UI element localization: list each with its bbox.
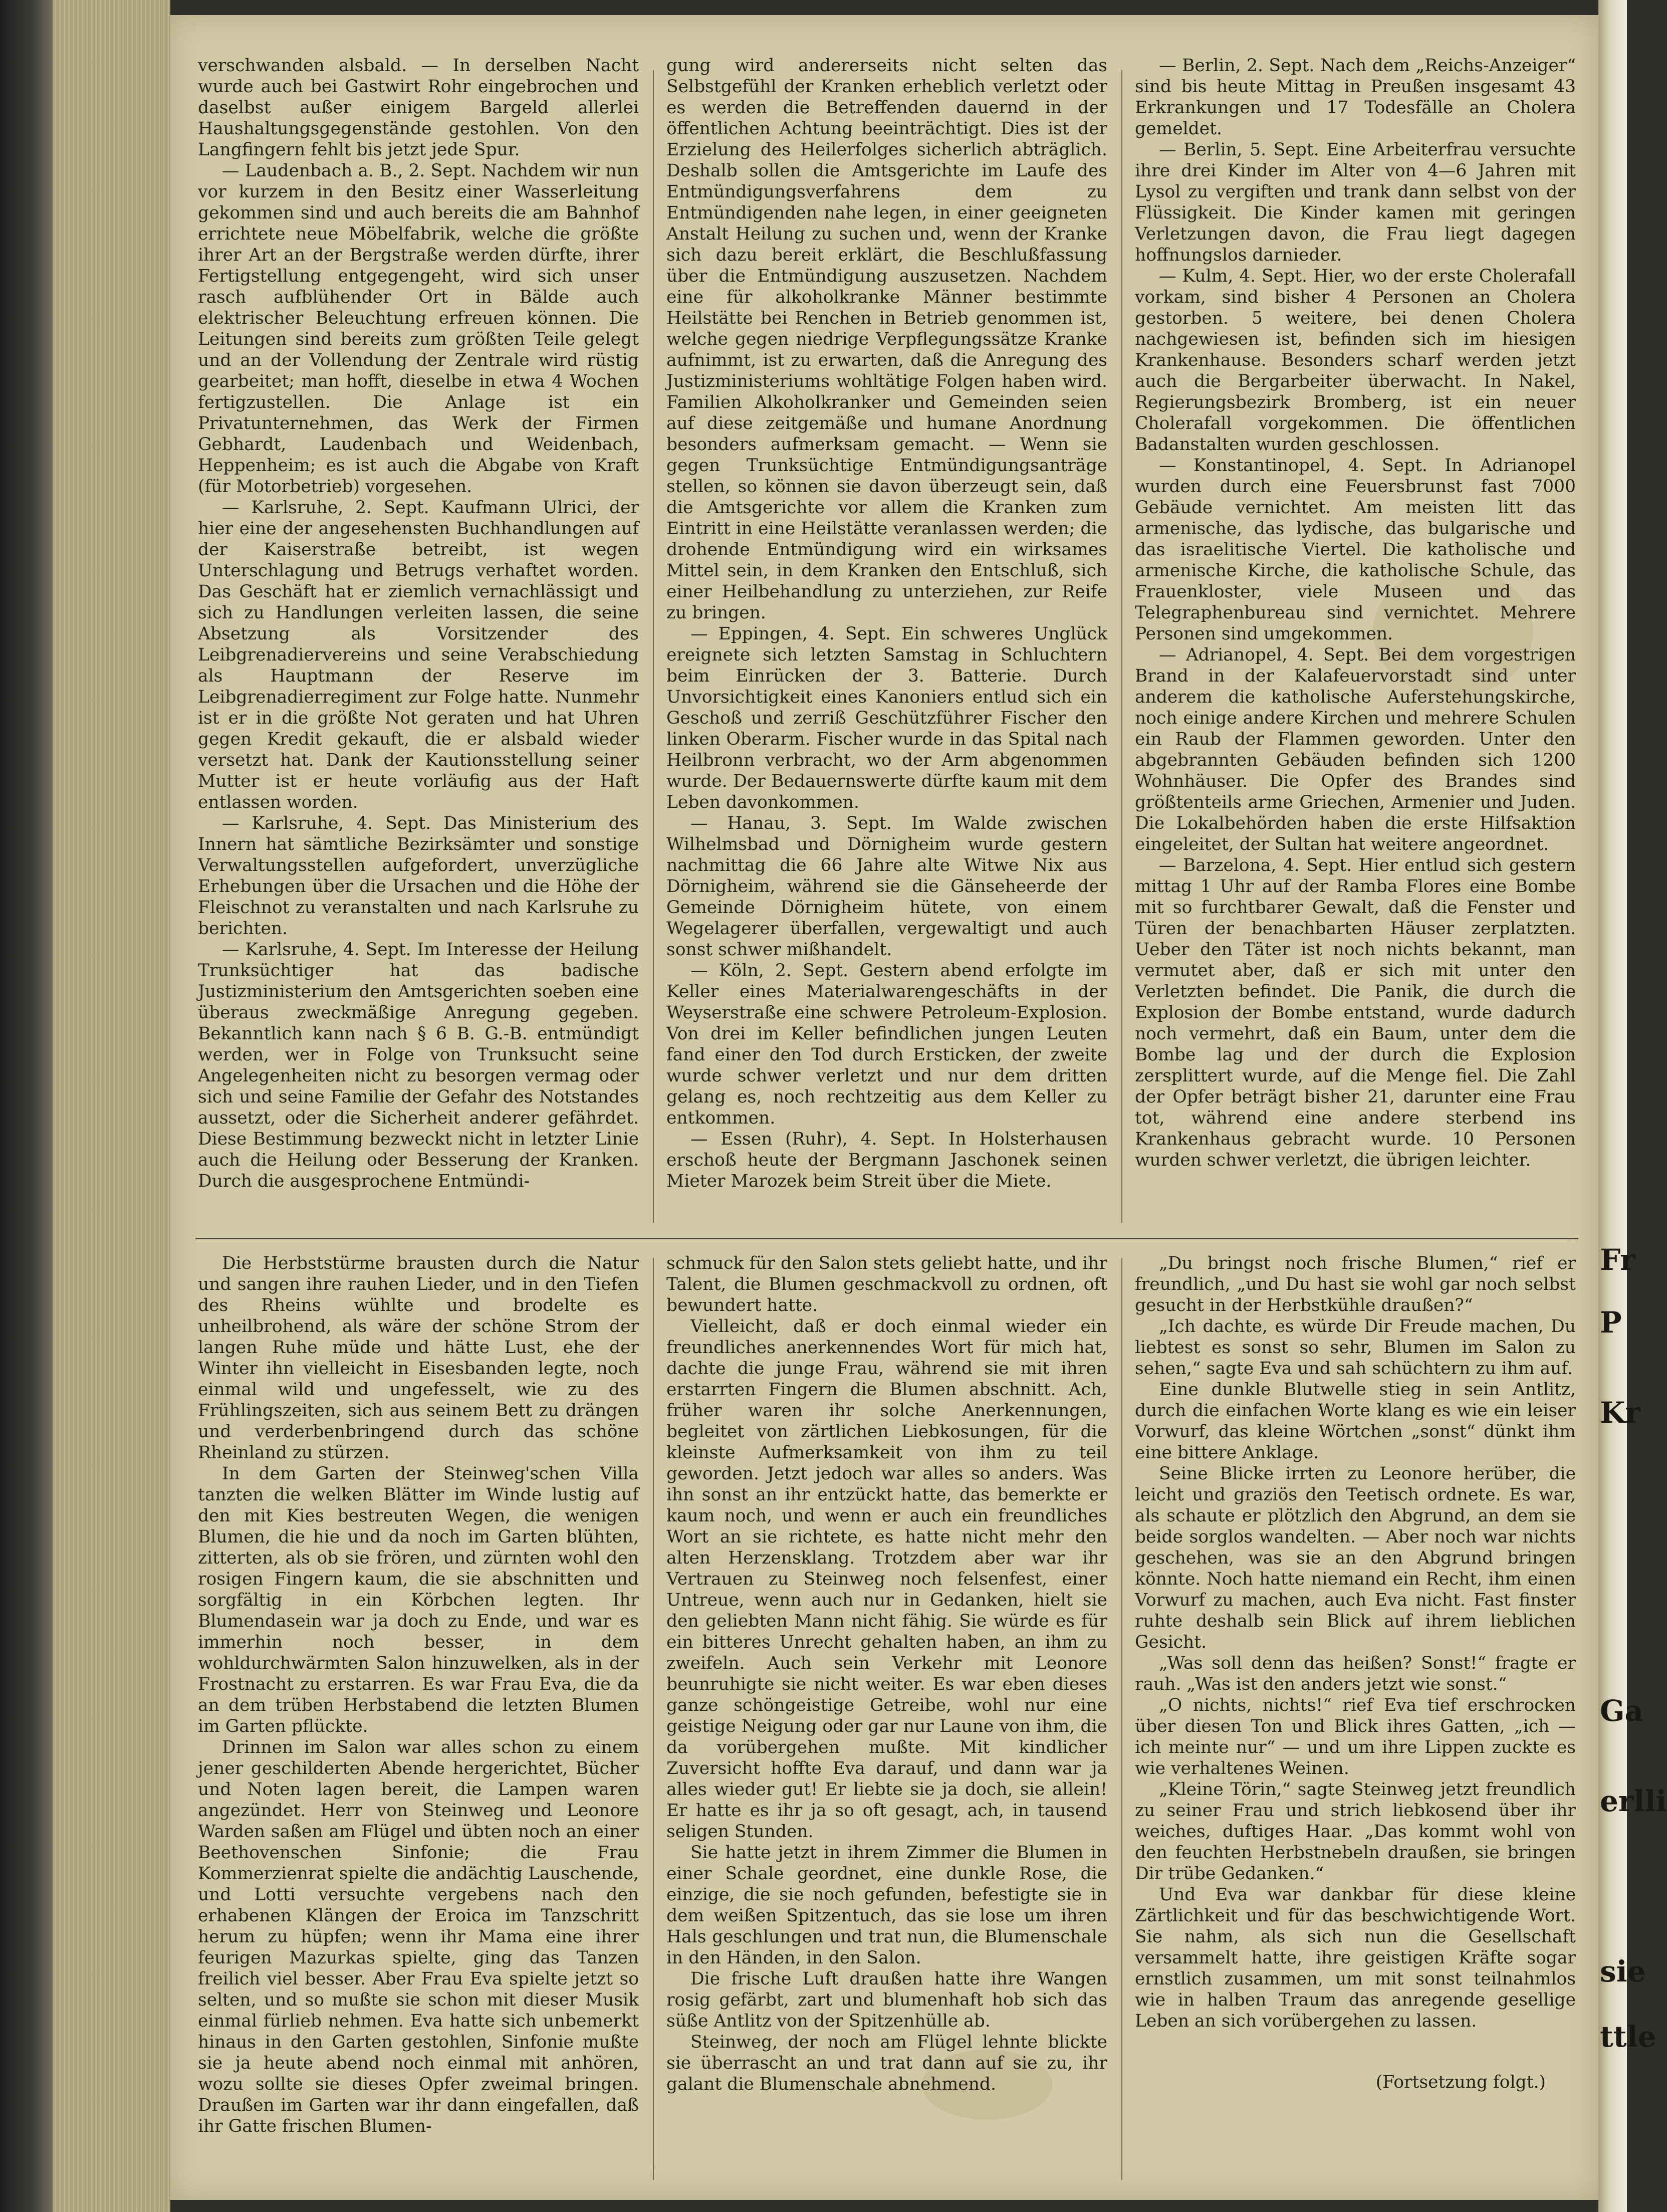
binding-spine — [0, 0, 53, 2212]
edge-fragment: ttle — [1600, 2020, 1656, 2054]
novel-column-1 — [198, 1253, 639, 2190]
news-item: — Essen (Ruhr), 4. Sept. In Holsterhausen erschoß heute der Bergmann Jaschonek seinen Mieter Marozek beim Streit über die Miete. — [666, 1129, 1107, 1191]
novel-paragraph: In dem Garten der Steinweg'schen Villa tanzten die welken Blätter im Winde lustig auf den mit Kies bestreuten Wegen, die wenigen Blumen, die hie und da noch im Garten blühten, zitterten, als ob sie frören, und zürnten wohl den rosigen Fingern kaum, die sie abschnitten und sorgfältig in ein Körbchen legten. Ihr Blumendasein war ja doch zu Ende, und war es immerhin noch besser, in dem wohldurchwärmten Salon hinzuwelken, als in der Frostnacht zu erstarren. Es war Frau Eva, die da an dem trüben Herbstabend die letzten Blumen im Garten pflückte. — [198, 1464, 639, 1736]
novel-paragraph: Die Herbststürme brausten durch die Natur und sangen ihre rauhen Lieder, und in den Tiefen des Rheins wühlte und brodelte es unheilbrohend, als wäre der schöne Strom der langen Ruhe müde und hätte Lust, ehe der Winter ihn vielleicht in Eisesbanden legte, noch einmal wild und ungefesselt, wie zu des Frühlingszeiten, sich aus seinem Bett zu drängen und verderbenbringend durch das schöne Rheinland zu stürzen. — [198, 1253, 639, 1463]
novel-paragraph: „Kleine Törin,“ sagte Steinweg jetzt freundlich zu seiner Frau und strich liebkosend über ihr weiches, duftiges Haar. „Das kommt wohl von den feuchten Herbstnebeln draußen, sie bringen Dir trübe Gedanken.“ — [1135, 1780, 1576, 1884]
next-page-edge — [1598, 0, 1627, 2212]
edge-fragment: Fr — [1600, 1243, 1635, 1277]
novel-paragraph: Steinweg, der noch am Flügel lehnte blickte sie überrascht an und trat dann auf sie zu, ihr galant die Blumenschale abnehmend. — [666, 2032, 1107, 2094]
news-item: — Berlin, 5. Sept. Eine Arbeiterfrau versuchte ihre drei Kinder im Alter von 4—6 Jahren mit Lysol zu vergiften und trank dann selbst von der Flüssigkeit. Die Kinder kamen mit geringen Verletzungen davon, die Frau liegt dagegen hoffnungslos darnieder. — [1135, 140, 1576, 265]
news-item: — Barzelona, 4. Sept. Hier entlud sich gestern mittag 1 Uhr auf der Ramba Flores eine Bombe mit so furchtbarer Gewalt, daß die Fenster und Türen der benachbarten Häuser zerplatzten. Ueber den Täter ist noch nichts bekannt, man vermutet aber, daß er sich mit unter den Verletzten befindet. Die Panik, die durch die Explosion der Bombe entstand, wurde dadurch noch vermehrt, daß ein Baum, unter dem die Bombe lag und der durch die Explosion zersplittert wurde, auf die Menge fiel. Die Zahl der Opfer beträgt bisher 21, darunter eine Frau tot, während eine andere sterbend ins Krankenhaus gebracht wurde. 10 Personen wurden schwer verletzt, die übrigen leichter. — [1135, 855, 1576, 1170]
news-item: gung wird andererseits nicht selten das Selbstgefühl der Kranken erheblich verletzt oder es werden die Betreffenden dauernd in der öffentlichen Achtung beeinträchtigt. Dies ist der Erzielung des Heilerfolges sicherlich abträglich. Deshalb sollen die Amtsgerichte im Laufe des Entmündigungsverfahrens dem zu Entmündigenden nahe legen, in einer geeigneten Anstalt Heilung zu suchen und, wenn der Kranke sich dazu bereit erklärt, die Beschlußfassung über die Entmündigung auszusetzen. Nachdem eine für alkoholkranke Männer bestimmte Heilstätte bei Renchen in Betrieb genommen ist, welche gegen niedrige Verpflegungssätze Kranke aufnimmt, ist zu erwarten, daß die Anregung des Justizministeriums wohltätige Folgen haben wird. Familien Alkoholkranker und Gemeinden seien auf diese zeitgemäße und humane Anordnung besonders aufmerksam gemacht. — Wenn sie gegen Trunksüchtige Entmündigungsanträge stellen, so können sie davon überzeugt sein, daß die Amtsgerichte vor allem die Kranken zum Eintritt in eine Heilstätte veranlassen werden; die drohende Entmündigung wird ein wirksames Mittel sein, in dem Kranken den Entschluß, sich einer Heilbehandlung zu unterziehen, zur Reife zu bringen. — [666, 56, 1107, 623]
novel-paragraph: Eine dunkle Blutwelle stieg in sein Antlitz, durch die einfachen Worte klang es wie ein leiser Vorwurf, das kleine Wörtchen „sonst“ dünkt ihm eine bittere Anklage. — [1135, 1380, 1576, 1463]
novel-paragraph: Vielleicht, daß er doch einmal wieder ein freundliches anerkennendes Wort für mich hat, dachte die junge Frau, während sie mit ihren erstarrten Fingern die Blumen abschnitt. Ach, früher waren ihr solche Anerkennungen, begleitet von zärtlichen Liebkosungen, für die kleinste Aufmerksamkeit von ihm zu teil geworden. Jetzt jedoch war alles so anders. Was ihn sonst an ihr entzückt hatte, das bemerkte er kaum noch, und wenn er auch ein freundliches Wort an sie richtete, es hatte nicht mehr den alten Herzensklang. Trotzdem aber war ihr Vertrauen zu Steinweg noch felsenfest, einer Untreue, wenn auch nur in Gedanken, hielt sie den geliebten Mann nicht fähig. Sie würde es für ein bitteres Unrecht gehalten haben, an ihm zu zweifeln. Auch sein Verkehr mit Leonore beunruhigte sie nicht weiter. Es war eben dieses ganze schöngeistige Getreibe, wohl nur eine geistige Neigung oder gar nur Laune von ihm, die da vorübergehen mußte. Mit kindlicher Zuversicht hoffte Eva darauf, und dann war ja alles wieder gut! Er liebte sie ja doch, sie allein! Er hatte es ihr ja so oft gesagt, ach, in tausend seligen Stunden. — [666, 1316, 1107, 1842]
column-rule — [653, 70, 654, 1223]
news-item: — Laudenbach a. B., 2. Sept. Nachdem wir nun vor kurzem in den Besitz einer Wasserleitung gekommen sind und auch bereits die am Bahnhof errichtete neue Möbelfabrik, welche die größte ihrer Art an der Bergstraße werden dürfte, ihrer Fertigstellung entgegengeht, wird sich unser rasch aufblühender Ort in Bälde auch elektrischer Beleuchtung erfreuen können. Die Leitungen sind bereits zum größten Teile gelegt und an der Vollendung der Zentrale wird rüstig gearbeitet; man hofft, dieselbe in etwa 4 Wochen fertigzustellen. Die Anlage ist ein Privatunternehmen, das Werk der Firmen Gebhardt, Laudenbach und Weidenbach, Heppenheim; es ist auch die Abgabe von Kraft (für Motorbetrieb) vorgesehen. — [198, 161, 639, 497]
edge-fragment: Ga — [1600, 1694, 1644, 1728]
edge-fragment: sie — [1600, 1954, 1646, 1988]
news-column-3 — [1135, 55, 1576, 1228]
news-item: — Adrianopel, 4. Sept. Bei dem vorgestrigen Brand in der Kalafeuervorstadt sind unter anderem die katholische Auferstehungskirche, noch einige andere Kirchen und mehrere Schulen ein Raub der Flammen geworden. Unter den abgebrannten Gebäuden befinden sich 1200 Wohnhäuser. Die Opfer des Brandes sind größtenteils arme Griechen, Armenier und Juden. Die Lokalbehörden haben die erste Hilfsaktion eingeleitet, der Sultan hat weitere angeordnet. — [1135, 645, 1576, 854]
novel-column-2 — [666, 1253, 1107, 2190]
news-item: verschwanden alsbald. — In derselben Nacht wurde auch bei Gastwirt Rohr eingebrochen und daselbst außer einigem Bargeld allerlei Haushaltungsgegenstände gestohlen. Von den Langfingern fehlt bis jetzt jede Spur. — [198, 56, 639, 160]
continuation-note: (Fortsetzung folgt.) — [1375, 2072, 1546, 2092]
novel-column-3 — [1135, 1253, 1576, 2190]
column-rule — [1121, 1258, 1122, 2180]
novel-paragraph: schmuck für den Salon stets geliebt hatte, und ihr Talent, die Blumen geschmackvoll zu ordnen, oft bewundert hatte. — [666, 1253, 1107, 1315]
novel-paragraph: Seine Blicke irrten zu Leonore herüber, die leicht und graziös den Teetisch ordnete. Es war, als schaute er plötzlich den Abgrund, an dem sie beide sorglos wandelten. — Aber noch war nichts geschehen, was sie an den Abgrund bringen könnte. Noch hatte niemand ein Recht, ihm einen Vorwurf zu machen, auch Eva nicht. Fast finster ruhte deshalb sein Blick auf ihrem lieblichen Gesicht. — [1135, 1464, 1576, 1652]
news-item: — Karlsruhe, 4. Sept. Das Ministerium des Innern hat sämtliche Bezirksämter und sonstige Verwaltungsstellen aufgefordert, unverzügliche Erhebungen über die Ursachen und die Höhe der Fleischnot zu veranstalten und nach Karlsruhe zu berichten. — [198, 813, 639, 939]
novel-paragraph: Die frische Luft draußen hatte ihre Wangen rosig gefärbt, zart und blumenhaft hob sich das süße Antlitz von der Spitzenhülle ab. — [666, 1969, 1107, 2031]
news-column-2 — [666, 55, 1107, 1228]
newspaper-page — [170, 15, 1598, 2200]
news-item: — Konstantinopel, 4. Sept. In Adrianopel wurden durch eine Feuersbrunst fast 7000 Gebäude vernichtet. Am meisten litt das armenische, das lydische, das bulgarische und das israelitische Viertel. Die katholische und armenische Kirche, die katholische Schule, das Frauenkloster, viele Museen und das Telegraphenbureau sind vernichtet. Mehrere Personen sind umgekommen. — [1135, 456, 1576, 644]
novel-paragraph: Sie hatte jetzt in ihrem Zimmer die Blumen in einer Schale geordnet, eine dunkle Rose, die einzige, die sie noch gefunden, befestigte sie in dem weißen Spitzentuch, das sie lose um ihren Hals geschlungen und trat nun, die Blumenschale in den Händen, in den Salon. — [666, 1843, 1107, 1968]
column-rule — [653, 1258, 654, 2180]
news-item: — Köln, 2. Sept. Gestern abend erfolgte im Keller eines Materialwarengeschäfts in der Weyserstraße eine schwere Petroleum-Explosion. Von drei im Keller befindlichen jungen Leuten fand einer den Tod durch Ersticken, der zweite wurde schwer verletzt und nur dem dritten gelang es, noch rechtzeitig aus dem Keller zu entkommen. — [666, 961, 1107, 1128]
novel-paragraph: „O nichts, nichts!“ rief Eva tief erschrocken über diesen Ton und Blick ihres Gatten, „ich — ich meinte nur“ — und um ihre Lippen zuckte es wie verhaltenes Weinen. — [1135, 1695, 1576, 1779]
edge-fragment: P — [1600, 1305, 1622, 1340]
novel-paragraph: „Was soll denn das heißen? Sonst!“ fragte er rauh. „Was ist den anders jetzt wie sonst.“ — [1135, 1653, 1576, 1694]
news-item: — Berlin, 2. Sept. Nach dem „Reichs-Anzeiger“ sind bis heute Mittag in Preußen insgesamt 43 Erkrankungen und 17 Todesfälle an Cholera gemeldet. — [1135, 56, 1576, 139]
edge-fragment: Kr — [1600, 1396, 1640, 1430]
novel-paragraph: Drinnen im Salon war alles schon zu einem jener geschilderten Abende hergerichtet, Bücher und Noten lagen bereit, die Lampen waren angezündet. Herr von Steinweg und Leonore Warden saßen am Flügel und übten noch an einer Beethovenschen Sinfonie; die Frau Kommerzienrat spielte die andächtig Lauschende, und Lotti versuchte vergebens nach den erhabenen Klängen der Eroica im Tanzschritt herum zu hüpfen; wenn ihr Mama eine ihrer feurigen Mazurkas spielte, ging das Tanzen freilich viel besser. Aber Frau Eva spielte jetzt so selten, und so mußte sie schon mit dieser Musik einmal fürlieb nehmen. Eva hatte sich unbemerkt hinaus in den Garten gestohlen, Sinfonie mußte sie ja heute abend noch einmal mit anhören, wozu sollte sie dieses Opfer zweimal bringen. Draußen im Garten war ihr dann eingefallen, daß ihr Gatte frischen Blumen- — [198, 1737, 639, 2136]
column-rule — [1121, 70, 1122, 1223]
novel-paragraph: Und Eva war dankbar für diese kleine Zärtlichkeit und für das beschwichtigende Wort. Sie nahm, als sich nun die Gesellschaft versammelt hatte, ihre geistigen Kräfte sogar ernstlich zusammen, um mit sonst teilnahmlos wie in halben Traum das anregende gesellige Leben an sich vorübergehen zu lassen. — [1135, 1885, 1576, 2031]
novel-paragraph: „Ich dachte, es würde Dir Freude machen, Du liebtest es sonst so sehr, Blumen im Salon zu sehen,“ sagte Eva und sah schüchtern zu ihm auf. — [1135, 1316, 1576, 1379]
news-item: — Kulm, 4. Sept. Hier, wo der erste Cholerafall vorkam, sind bisher 4 Personen an Cholera gestorben. 5 weitere, bei denen Cholera nachgewiesen ist, befinden sich im hiesigen Krankenhause. Besonders scharf werden jetzt auch die Bergarbeiter überwacht. In Nakel, Regierungsbezirk Bromberg, ist ein neuer Cholerafall vorgekommen. Die öffentlichen Badanstalten wurden geschlossen. — [1135, 266, 1576, 455]
news-item: — Karlsruhe, 2. Sept. Kaufmann Ulrici, der hier eine der angesehensten Buchhandlungen auf der Kaiserstraße betreibt, ist wegen Unterschlagung und Betrugs verhaftet worden. Das Geschäft hat er ziemlich vernachlässigt und sich zu Handlungen verleiten lassen, die seine Absetzung als Vorsitzender des Leibgrenadiervereins und seine Verabschiedung als Hauptmann der Reserve im Leibgrenadierregiment zur Folge hatte. Nunmehr ist er in die größte Not geraten und hat Uhren gegen Kredit gekauft, die er alsbald wieder versetzt hat. Dank der Kautionsstellung seiner Mutter ist er heute vorläufig aus der Haft entlassen worden. — [198, 498, 639, 812]
stacked-page-edges — [53, 0, 170, 2212]
news-item: — Hanau, 3. Sept. Im Walde zwischen Wilhelmsbad und Dörnigheim wurde gestern nachmittag die 66 Jahre alte Witwe Nix aus Dörnigheim, während sie die Gänseheerde der Gemeinde Dörnigheim hütete, von einem Wegelagerer überfallen, vergewaltigt und auch sonst schwer mißhandelt. — [666, 813, 1107, 960]
news-column-1 — [198, 55, 639, 1228]
news-item: — Karlsruhe, 4. Sept. Im Interesse der Heilung Trunksüchtiger hat das badische Justizministerium den Amtsgerichten soeben eine überaus zweckmäßige Anregung gegeben. Bekanntlich kann nach § 6 B. G.-B. entmündigt werden, wer in Folge von Trunksucht seine Angelegenheiten nicht zu besorgen vermag oder sich und seine Familie der Gefahr des Notstandes aussetzt, oder die Sicherheit anderer gefährdet. Diese Bestimmung bezweckt nicht in letzter Linie auch die Heilung oder Besserung der Kranken. Durch die ausgesprochene Entmündi- — [198, 940, 639, 1191]
news-item: — Eppingen, 4. Sept. Ein schweres Unglück ereignete sich letzten Samstag in Schluchtern beim Einrücken der 3. Batterie. Durch Unvorsichtigkeit eines Kanoniers entlud sich ein Geschoß und zerriß Geschützführer Fischer den linken Oberarm. Fischer wurde in das Spital nach Heilbronn verbracht, wo der Arm abgenommen wurde. Der Bedauernswerte dürfte kaum mit dem Leben davonkommen. — [666, 624, 1107, 812]
novel-paragraph: „Du bringst noch frische Blumen,“ rief er freundlich, „und Du hast sie wohl gar noch selbst gesucht in der Herbstkühle draußen?“ — [1135, 1253, 1576, 1315]
section-separator — [195, 1238, 1578, 1239]
edge-fragment: erlli — [1600, 1784, 1667, 1818]
